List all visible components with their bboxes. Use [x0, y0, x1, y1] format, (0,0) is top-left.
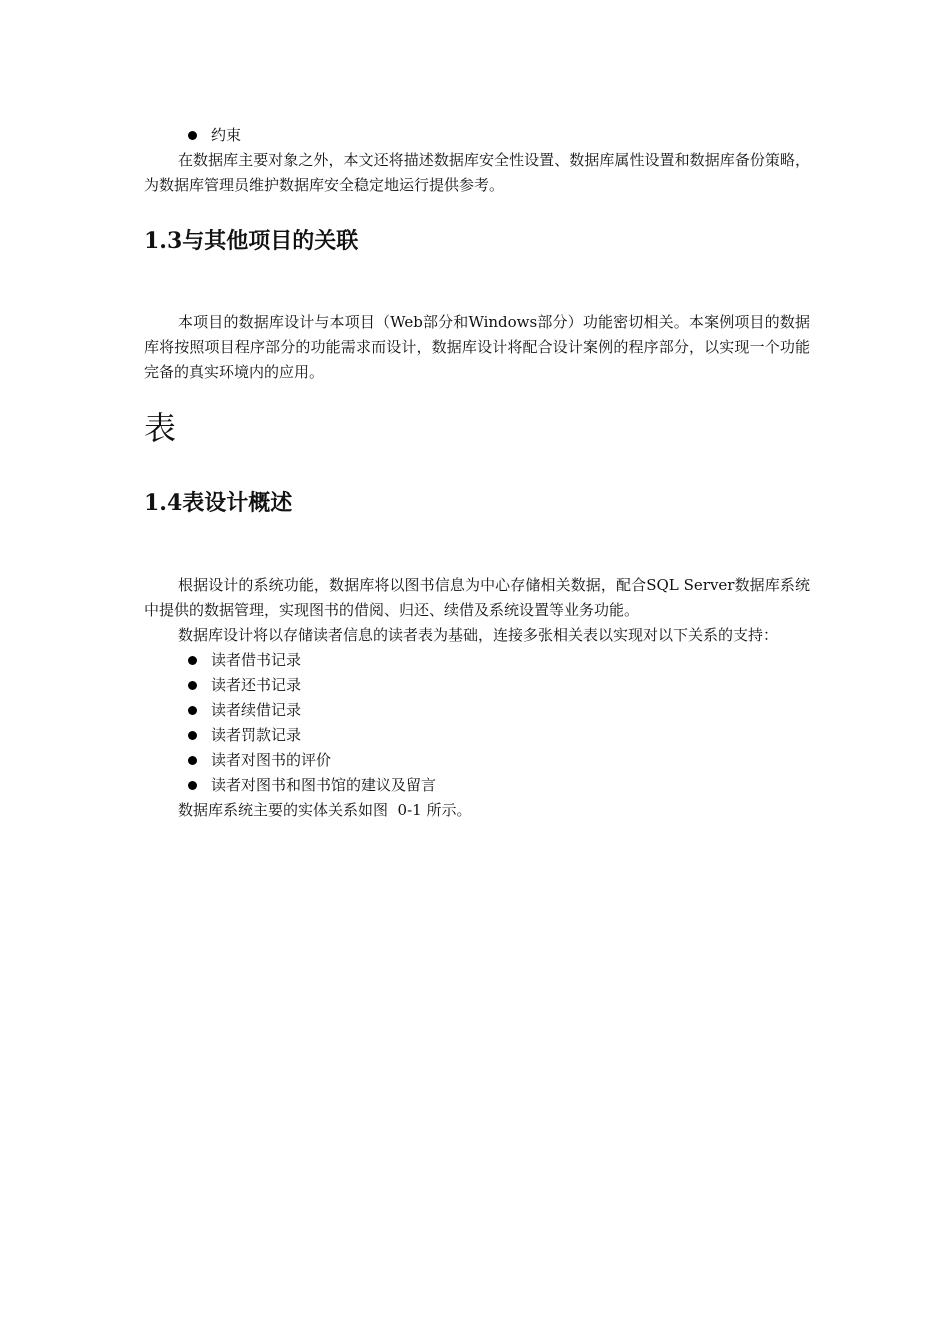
list-item [144, 698, 810, 723]
list-item-text: 读者罚款记录 [211, 726, 302, 744]
bullet-text: 约束 [211, 126, 242, 144]
list-item [144, 673, 810, 698]
list-item-text: 读者对图书和图书馆的建议及留言 [211, 776, 437, 794]
bullet-item-constraint [144, 123, 810, 148]
paragraph-overview-2: 数据库设计将以存储读者信息的读者表为基础，连接多张相关表以实现对以下关系的支持： [178, 626, 779, 644]
paragraph-figure-reference: 数据库系统主要的实体关系如图 0-1 所示。 [178, 801, 472, 819]
list-item [144, 748, 810, 773]
list-item-text: 读者对图书的评价 [211, 751, 332, 769]
paragraph-overview-1: 根据设计的系统功能，数据库将以图书信息为中心存储相关数据，配合SQL Server数据库系统中提供的数据管理，实现图书的借阅、归还、续借及系统设置等业务功能。 [144, 576, 810, 619]
list-item-text: 读者还书记录 [211, 676, 302, 694]
paragraph-security: 在数据库主要对象之外，本文还将描述数据库安全性设置、数据库属性设置和数据库备份策略，为数据库管理员维护数据库安全稳定地运行提供参考。 [144, 151, 810, 194]
bullet-dot-icon [188, 731, 197, 740]
heading-section-1-4: 1.4表设计概述 [144, 490, 293, 516]
bullet-dot-icon [188, 756, 197, 765]
bullet-dot-icon [188, 681, 197, 690]
paragraph-relation: 本项目的数据库设计与本项目（Web部分和Windows部分）功能密切相关。本案例项目的数据库将按照项目程序部分的功能需求而设计，数据库设计将配合设计案例的程序部分，以实现一个功能完备的真实环境内的应用。 [144, 313, 810, 381]
bullet-dot-icon [188, 656, 197, 665]
bullet-dot-icon [188, 131, 197, 140]
document-content [144, 123, 810, 823]
list-item-text: 读者续借记录 [211, 701, 302, 719]
bullet-dot-icon [188, 781, 197, 790]
bullet-dot-icon [188, 706, 197, 715]
heading-section-1-3: 1.3与其他项目的关联 [144, 228, 359, 254]
list-item [144, 648, 810, 673]
list-item [144, 723, 810, 748]
list-item [144, 773, 810, 798]
list-item-text: 读者借书记录 [211, 651, 302, 669]
relations-list [144, 648, 810, 798]
heading-chapter-table: 表 [144, 409, 177, 447]
